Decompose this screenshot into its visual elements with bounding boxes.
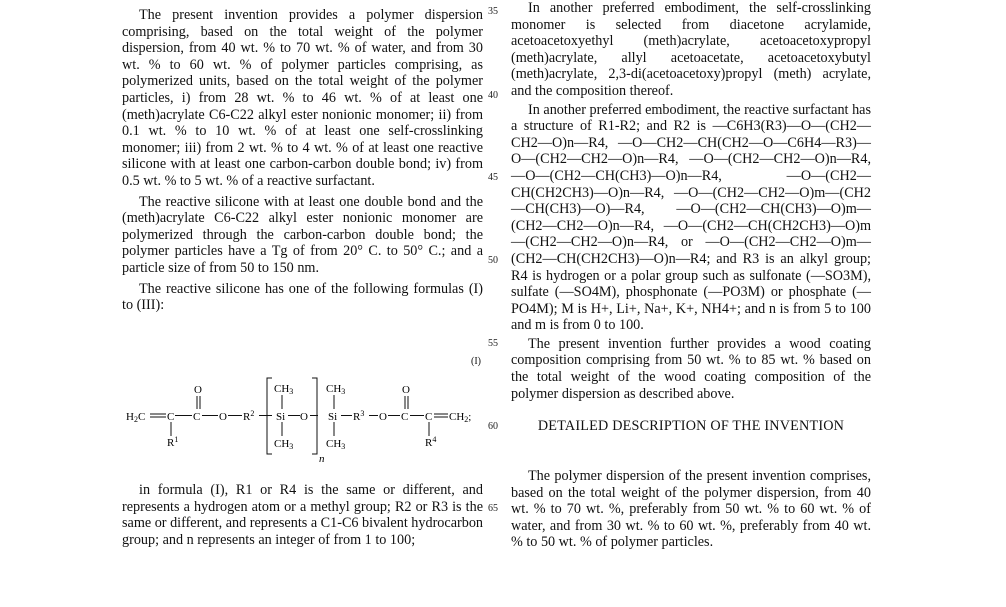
formula-ch3-top-2: CH3 — [326, 383, 346, 396]
left-column — [122, 0, 483, 314]
right-paragraph-2: In another preferred embodiment, the reactive surfactant has a structure of R1-R2; and R2 is —C6H3(R3)—O—(CH2—CH2—O)n—R4, —O—CH2—CH(CH2—O—C6H4—R3)—O—(CH2—CH2—O)n—R4, —O—(CH2—CH2—O)n—R4, —O—(CH2—CH(CH3)—O)n—R4, —O—(CH2—CH(CH2CH3)—O)n—R4, —O—(CH2—CH2—O)m—(CH2—CH(CH3)—O)—R4, —O—(CH2—CH(CH3)—O)m—(CH2—CH2—O)n—R4, —O—(CH2—CH(CH2CH3)—O)m—(CH2—CH2—O)n—R4, or —O—(CH2—CH2—O)m—(CH2—CH(CH2CH3)—O)n—R4; and R3 is an alkyl group; R4 is hydrogen or a polar group such as sulfonate (—SO3M), sulfate (—SO4M), phosphonate (—PO3M) or phosphate (—PO4M); M is H+, Li+, Na+, K+, NH4+; and n is from 5 to 100 and m is from 0 to 100. — [511, 101, 871, 334]
chemical-formula-I — [122, 378, 482, 465]
formula-c4: C — [425, 411, 433, 423]
line-number-35: 35 — [488, 6, 498, 17]
formula-o5: O — [402, 384, 410, 396]
line-number-40: 40 — [488, 90, 498, 101]
formula-r4: $R^4$ — [425, 435, 437, 449]
formula-c1: C — [167, 411, 175, 423]
formula-label: (I) — [471, 356, 481, 367]
formula-r2: $R^2$ — [243, 409, 255, 423]
right-column — [511, 0, 871, 402]
left-paragraph-2: The reactive silicone with at least one double bond and the (meth)acrylate C6-C22 alkyl ester nonionic monomer are polymerized through the carbon-carbon double bond; the polymer particles have a Tg of from 20° C. to 50° C.; and a particle size of from 50 to 150 nm. — [122, 193, 483, 276]
line-number-50: 50 — [488, 255, 498, 266]
formula-h2c: H2C — [126, 411, 146, 424]
formula-o1: O — [194, 384, 202, 396]
formula-ch3-bottom-2: CH3 — [326, 438, 346, 451]
left-paragraph-1: The present invention provides a polymer dispersion comprising, based on the total weight of the polymer dispersion, from 40 wt. % to 70 wt. % of water, and from 30 wt. % to 60 wt. % of polymer particles comprising, as polymerized units, based on the total weight of the polymer particles, i) from 28 wt. % to 46 wt. % of at least one (meth)acrylate C6-C22 alkyl ester nonionic monomer; ii) from 0.1 wt. % to 10 wt. % of at least one self-crosslinking monomer; iii) from 2 wt. % to 4 wt. % of at least one reactive silicone with at least one carbon-carbon double bond; iv) from 0.5 wt. % to 5 wt. % of a reactive surfactant. — [122, 7, 483, 189]
right-paragraph-4: The polymer dispersion of the present invention comprises, based on the total weight of the polymer dispersion, from 40 wt. % to 70 wt. %, preferably from 50 wt. % to 60 wt. % of water, and from 30 wt. % to 60 wt. %, preferably from 40 wt. % to 50 wt. % of polymer particles. — [511, 468, 871, 551]
formula-diagram — [122, 378, 482, 465]
formula-o4: O — [379, 411, 387, 423]
formula-ch3-bottom-1: CH3 — [274, 438, 294, 451]
formula-r1: $R^1$ — [167, 435, 179, 449]
formula-ch2: CH2; — [449, 411, 472, 424]
left-paragraph-4: in formula (I), R1 or R4 is the same or different, and represents a hydrogen atom or a methyl group; R2 or R3 is the same or different, and represents a C1-C6 bivalent hydrocarbon group; and n represents an integer of from 1 to 100; — [122, 482, 484, 548]
right-column-bottom — [511, 468, 871, 551]
left-paragraph-3: The reactive silicone has one of the following formulas (I) to (III): — [122, 280, 483, 314]
section-heading: DETAILED DESCRIPTION OF THE INVENTION — [537, 418, 845, 434]
formula-si-2: Si — [328, 411, 338, 423]
formula-r3: $R^3$ — [353, 409, 365, 423]
formula-c3: C — [401, 411, 409, 423]
left-column-bottom — [122, 482, 483, 548]
formula-n: n — [319, 453, 325, 465]
formula-si-1: Si — [276, 411, 286, 423]
formula-o3: O — [300, 411, 308, 423]
right-paragraph-1: In another preferred embodiment, the self-crosslinking monomer is selected from diacetone acrylamide, acetoacetoxyethyl (meth)acrylate, acetoacetoxypropyl (meth)acrylate, allyl acetoacetate, acetoacetoxybutyl (meth)acrylate, 2,3-di(acetoacetoxy)propyl (meth) acrylate, and the composition thereof. — [511, 0, 871, 99]
formula-o2: O — [219, 411, 227, 423]
line-number-65: 65 — [488, 503, 498, 514]
line-number-45: 45 — [488, 172, 498, 183]
line-number-60: 60 — [488, 421, 498, 432]
right-paragraph-3: The present invention further provides a wood coating composition comprising from 50 wt. % to 85 wt. % based on the total weight of the wood coating composition of the polymer dispersion as described above. — [511, 335, 871, 402]
formula-ch3-top-1: CH3 — [274, 383, 294, 396]
formula-c2: C — [193, 411, 201, 423]
line-number-55: 55 — [488, 338, 498, 349]
